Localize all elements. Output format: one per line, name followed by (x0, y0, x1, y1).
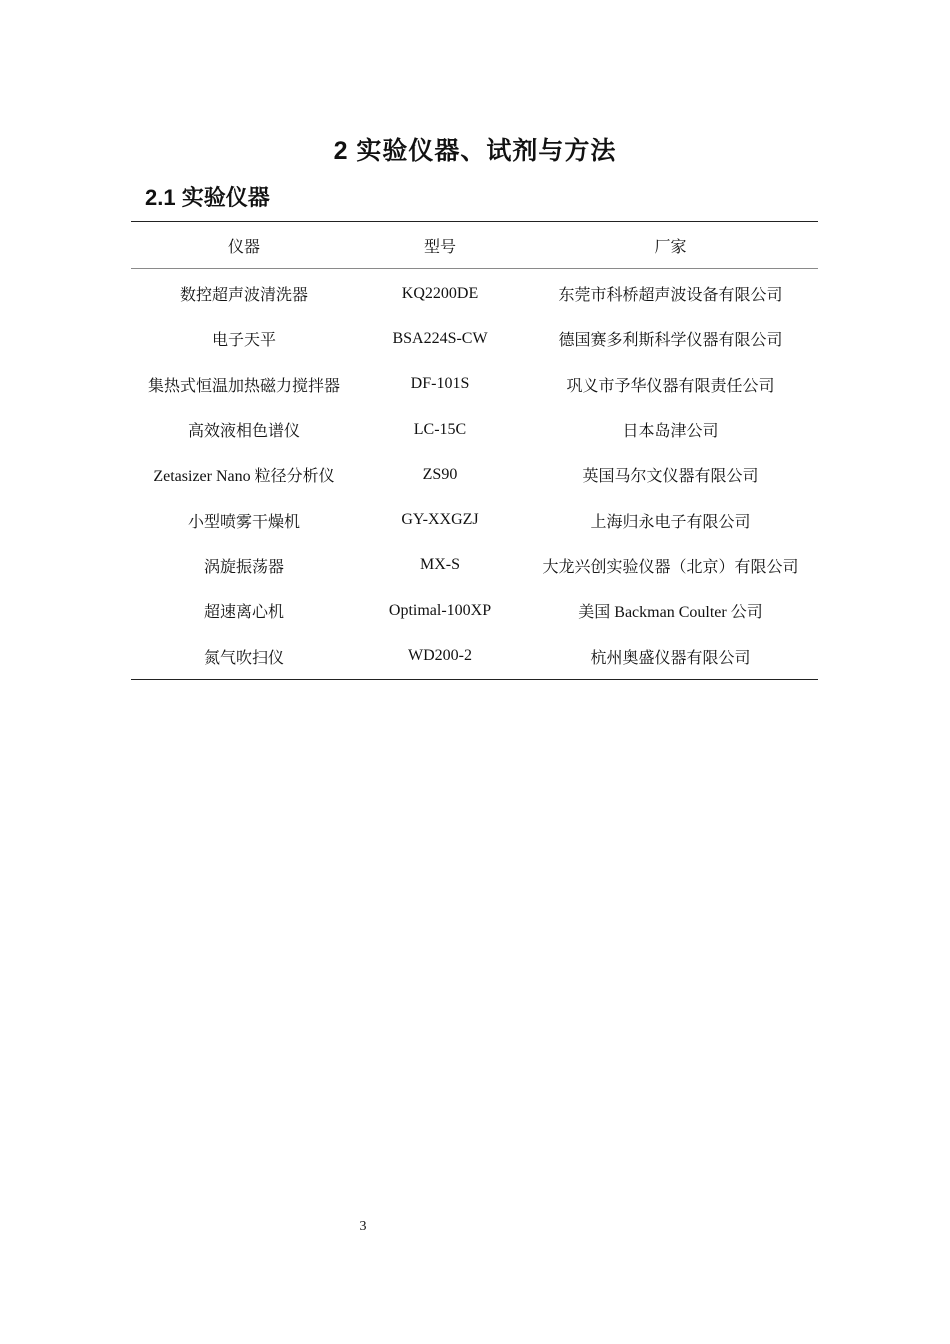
instrument-cell: Zetasizer Nano 粒径分析仪 (153, 468, 335, 486)
manufacturer-cell: 东莞市科桥超声波设备有限公司 (558, 287, 783, 305)
section-title: 2.1 实验仪器 (145, 185, 270, 210)
manufacturer-cell: 大龙兴创实验仪器（北京）有限公司 (542, 558, 799, 576)
header-instrument: 仪器 (131, 222, 357, 269)
model-cell: BSA224S-CW (392, 329, 488, 347)
table-row (131, 633, 818, 679)
table-row (131, 362, 818, 407)
table-row (131, 407, 818, 452)
instrument-cell: 电子天平 (211, 332, 276, 350)
header-row (131, 222, 818, 269)
page-number: 3 (359, 1219, 367, 1234)
header-model: 型号 (357, 222, 523, 269)
manufacturer-cell: 美国 Backman Coulter 公司 (578, 604, 763, 622)
model-cell: Optimal-100XP (388, 601, 492, 619)
instrument-cell: 涡旋振荡器 (203, 558, 284, 576)
manufacturer-cell: 巩义市予华仪器有限责任公司 (566, 377, 775, 395)
table-header (131, 222, 818, 269)
instrument-table (131, 221, 818, 680)
table-body (131, 269, 818, 680)
manufacturer-cell: 杭州奥盛仪器有限公司 (590, 649, 751, 667)
instrument-cell: 数控超声波清洗器 (179, 287, 308, 305)
manufacturer-cell: 英国马尔文仪器有限公司 (582, 468, 759, 486)
instrument-cell: 小型喷雾干燥机 (187, 513, 300, 531)
instrument-cell: 集热式恒温加热磁力搅拌器 (147, 377, 340, 395)
manufacturer-cell: 德国赛多利斯科学仪器有限公司 (558, 332, 783, 350)
model-cell: MX-S (419, 556, 460, 574)
model-cell: ZS90 (422, 465, 458, 483)
model-cell: LC-15C (413, 420, 467, 438)
table-row (131, 543, 818, 588)
model-cell: KQ2200DE (401, 284, 479, 302)
model-cell: GY-XXGZJ (401, 511, 479, 529)
instrument-cell: 高效液相色谱仪 (187, 423, 300, 441)
header-manufacturer: 厂家 (523, 222, 818, 269)
instrument-cell: 超速离心机 (203, 604, 284, 622)
manufacturer-cell: 日本岛津公司 (622, 423, 719, 441)
table-row (131, 452, 818, 497)
table-row (131, 497, 818, 542)
table-row (131, 269, 818, 317)
manufacturer-cell: 上海归永电子有限公司 (590, 513, 751, 531)
model-cell: DF-101S (410, 375, 470, 393)
table-row (131, 588, 818, 633)
model-cell: WD200-2 (408, 647, 472, 665)
instrument-cell: 氮气吹扫仪 (203, 649, 284, 667)
chapter-title: 2 实验仪器、试剂与方法 (333, 137, 617, 165)
table-row (131, 316, 818, 361)
